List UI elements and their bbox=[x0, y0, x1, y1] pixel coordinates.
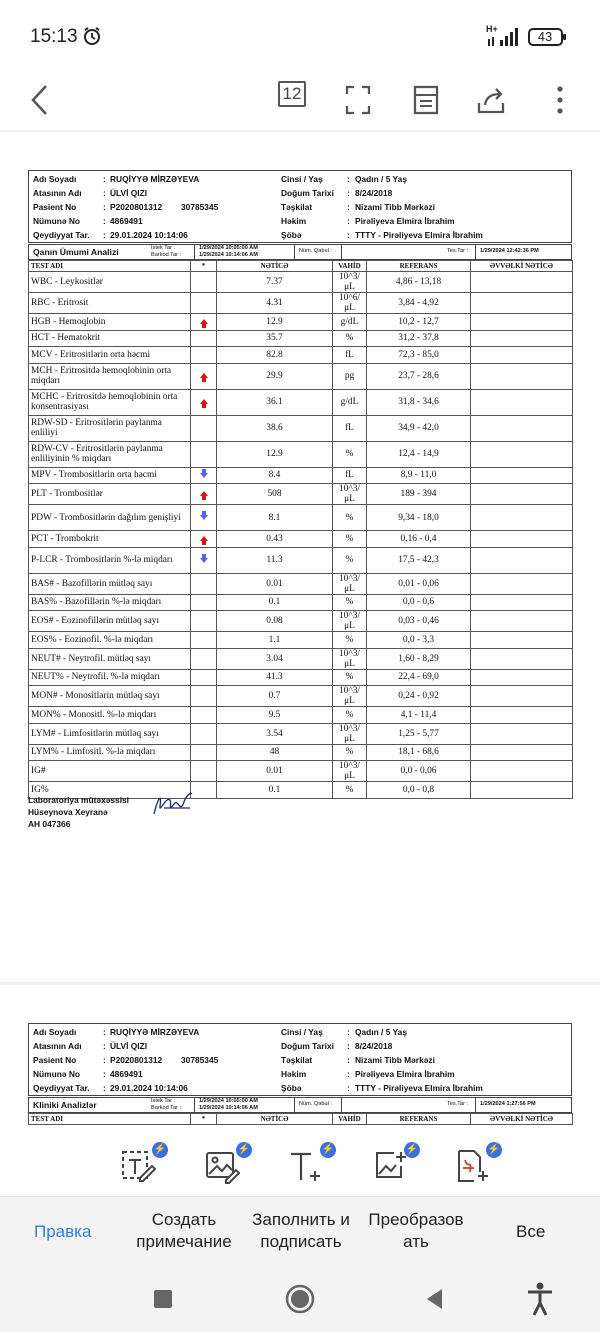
tab-label: примечание bbox=[136, 1232, 232, 1251]
table-row bbox=[29, 594, 573, 611]
result-value: 0.08 bbox=[217, 611, 333, 632]
unit-value: % bbox=[333, 330, 367, 347]
test-name: IG% bbox=[29, 782, 191, 799]
reference-range: 72,3 - 85,0 bbox=[367, 347, 471, 364]
tab-label: ать bbox=[403, 1232, 429, 1251]
birth-date: 8/24/2018 bbox=[355, 188, 393, 198]
unit-value: g/dL bbox=[333, 389, 367, 415]
previous-result bbox=[471, 707, 573, 724]
reference-range: 9,34 - 18,0 bbox=[367, 505, 471, 531]
test-name: LYM% - Limfositl. %-lə miqdarı bbox=[29, 744, 191, 761]
column-header: ƏVVƏLKİ NƏTİCƏ bbox=[471, 261, 573, 272]
result-value: 35.7 bbox=[217, 330, 333, 347]
patient-header bbox=[28, 170, 572, 243]
patient-header: Adı Soyadı : RUQİYYƏ MİRZƏYEVA Cinsi / Yaş : Qadın / 5 Yaş Atasının Adı : ÜLVİ QIZI Doğum Tarixi : 8/24/2018 Pasient No : P2020801312 30785345 Təşkilat : Nizami Tibb Mərkəzi Nümunə No : 4869491 Həkim : Pirəliyeva Elmira İbrahim Qeydiyyat Tar. : 29.01.2024 10:14:06 Şöbə : TTTY - Pirəliyeva Elmira İbrahim bbox=[28, 1023, 572, 1096]
patient-no: P2020801312 bbox=[110, 202, 163, 212]
reference-range: 4,86 - 13,18 bbox=[367, 272, 471, 293]
flag-cell bbox=[191, 547, 217, 573]
arrow-up-icon bbox=[200, 491, 208, 496]
header-label: Doğum Tarixi bbox=[281, 188, 334, 198]
previous-result bbox=[471, 648, 573, 669]
arrow-up-icon bbox=[200, 319, 208, 324]
unit-value: % bbox=[333, 707, 367, 724]
column-header: * bbox=[191, 261, 217, 272]
flag-cell bbox=[191, 505, 217, 531]
table-row bbox=[29, 573, 573, 594]
unit-value: 10^3/μL bbox=[333, 648, 367, 669]
table-row bbox=[29, 744, 573, 761]
header-row: Qeydiyyat Tar. : 29.01.2024 10:14:06 Şöbə : TTTY - Pirəliyeva Elmira İbrahim bbox=[33, 230, 483, 240]
unit-value: % bbox=[333, 632, 367, 649]
flag-cell bbox=[191, 415, 217, 441]
share-button[interactable] bbox=[470, 78, 514, 122]
barcode-date-label: Barkod Tar : bbox=[151, 252, 182, 258]
previous-result bbox=[471, 347, 573, 364]
add-image-tool[interactable] bbox=[370, 1142, 419, 1186]
registration-date: 29.01.2024 10:14:06 bbox=[110, 230, 188, 240]
reference-range: 0,0 - 0,06 bbox=[367, 761, 471, 782]
previous-result bbox=[471, 330, 573, 347]
previous-result bbox=[471, 531, 573, 548]
unit-value: % bbox=[333, 531, 367, 548]
previous-result bbox=[471, 484, 573, 505]
result-value: 7.37 bbox=[217, 272, 333, 293]
add-text-icon bbox=[288, 1148, 324, 1184]
analysis-info-bar bbox=[28, 244, 572, 260]
unit-value: % bbox=[333, 505, 367, 531]
previous-result bbox=[471, 761, 573, 782]
result-value: 38.6 bbox=[217, 415, 333, 441]
result-value: 3.04 bbox=[217, 648, 333, 669]
table-row bbox=[29, 547, 573, 573]
unit-value: 10^3/μL bbox=[333, 723, 367, 744]
table-row bbox=[29, 272, 573, 293]
unit-value: fL bbox=[333, 347, 367, 364]
previous-result bbox=[471, 272, 573, 293]
tab-label: Заполнить и bbox=[252, 1210, 350, 1229]
result-value: 8.1 bbox=[217, 505, 333, 531]
fill-and-sign-tab[interactable] bbox=[244, 1209, 358, 1253]
test-name: MCV - Eritrositlərin orta həcmi bbox=[29, 347, 191, 364]
convert-tab[interactable] bbox=[360, 1209, 472, 1253]
status-time: 15:13 bbox=[30, 26, 78, 47]
document-view-icon bbox=[413, 85, 439, 115]
header-row: Pasient No : P2020801312 30785345 Təşkilat : Nizami Tibb Mərkəzi bbox=[33, 202, 435, 212]
reference-range: 0,03 - 0,46 bbox=[367, 611, 471, 632]
flag-cell bbox=[191, 594, 217, 611]
result-value: 508 bbox=[217, 484, 333, 505]
unit-value: 10^3/μL bbox=[333, 611, 367, 632]
all-tools-tab[interactable]: Все bbox=[516, 1222, 546, 1241]
result-value: 11.3 bbox=[217, 547, 333, 573]
test-name: BAS# - Bazofillərin mütləq sayı bbox=[29, 573, 191, 594]
result-value: 36.1 bbox=[217, 389, 333, 415]
header-label: Təşkilat bbox=[281, 202, 313, 212]
column-header: TEST ADI bbox=[29, 261, 191, 272]
test-date: 1/29/2024 12:42:36 PM bbox=[480, 248, 539, 254]
premium-badge-icon: ⚡ bbox=[320, 1142, 336, 1158]
fullscreen-button[interactable] bbox=[336, 78, 380, 122]
result-value: 0.7 bbox=[217, 686, 333, 707]
flag-cell bbox=[191, 272, 217, 293]
organization: Nizami Tibb Mərkəzi bbox=[355, 202, 435, 212]
alarm-icon bbox=[82, 26, 102, 46]
test-name: NEUT# - Neytrofil. mütləq sayı bbox=[29, 648, 191, 669]
reference-range: 0,01 - 0,06 bbox=[367, 573, 471, 594]
results-table bbox=[28, 260, 573, 799]
reference-range: 3,84 - 4,92 bbox=[367, 293, 471, 314]
previous-result bbox=[471, 744, 573, 761]
unit-value: 10^3/μL bbox=[333, 686, 367, 707]
results-table-page-2 bbox=[28, 1113, 573, 1125]
result-value: 0.1 bbox=[217, 594, 333, 611]
tab-label: Преобразов bbox=[368, 1210, 464, 1229]
analysis-title: Qanın Ümumi Analizi bbox=[33, 247, 119, 257]
table-row bbox=[29, 467, 573, 484]
test-name: HCT - Hematokrit bbox=[29, 330, 191, 347]
recents-icon[interactable] bbox=[152, 1288, 174, 1310]
test-name: RBC - Eritrosit bbox=[29, 293, 191, 314]
previous-result bbox=[471, 594, 573, 611]
reference-range: 12,4 - 14,9 bbox=[367, 441, 471, 467]
flag-cell bbox=[191, 707, 217, 724]
back-arrow-icon bbox=[29, 84, 51, 116]
more-options-button[interactable] bbox=[538, 78, 582, 122]
result-value: 82.8 bbox=[217, 347, 333, 364]
previous-result bbox=[471, 686, 573, 707]
previous-result bbox=[471, 632, 573, 649]
test-name: MON# - Monositlərin mütləq sayı bbox=[29, 686, 191, 707]
create-note-tab[interactable] bbox=[126, 1209, 242, 1253]
header-label: Qeydiyyat Tar. bbox=[33, 230, 90, 240]
reference-range: 31,8 - 34,6 bbox=[367, 389, 471, 415]
table-row bbox=[29, 611, 573, 632]
result-value: 12.9 bbox=[217, 314, 333, 331]
signature-name: Hüseynova Xeyranə bbox=[28, 807, 108, 817]
reference-range: 0,16 - 0,4 bbox=[367, 531, 471, 548]
result-value: 8.4 bbox=[217, 467, 333, 484]
flag-cell bbox=[191, 686, 217, 707]
unit-value: pg bbox=[333, 363, 367, 389]
header-label: Pasient No bbox=[33, 202, 77, 212]
test-name: LYM# - Limfositlərin mütləq sayı bbox=[29, 723, 191, 744]
unit-value: % bbox=[333, 547, 367, 573]
edit-tools-bar bbox=[0, 1130, 600, 1196]
status-bar bbox=[0, 0, 600, 72]
reference-range: 0,0 - 0,6 bbox=[367, 594, 471, 611]
result-value: 0.1 bbox=[217, 782, 333, 799]
table-header-row bbox=[29, 261, 573, 272]
test-name: WBC - Leykositlər bbox=[29, 272, 191, 293]
previous-result bbox=[471, 467, 573, 484]
reference-range: 18,1 - 68,6 bbox=[367, 744, 471, 761]
home-icon[interactable] bbox=[284, 1283, 316, 1315]
reference-range: 22,4 - 69,0 bbox=[367, 669, 471, 686]
previous-result bbox=[471, 314, 573, 331]
reference-range: 23,7 - 28,6 bbox=[367, 363, 471, 389]
flag-cell bbox=[191, 611, 217, 632]
previous-result bbox=[471, 611, 573, 632]
table-row bbox=[29, 648, 573, 669]
test-name: MCHC - Eritrositdə hemoqlobinin orta konsentrasiyası bbox=[29, 389, 191, 415]
table-row bbox=[29, 723, 573, 744]
flag-cell bbox=[191, 484, 217, 505]
header-label: Atasının Adı bbox=[33, 188, 82, 198]
page-count-button[interactable]: 12 bbox=[278, 81, 306, 107]
table-row bbox=[29, 761, 573, 782]
unit-value: fL bbox=[333, 415, 367, 441]
test-name: PDW - Trombositlərin dağılım genişliyi bbox=[29, 505, 191, 531]
share-icon bbox=[476, 85, 508, 115]
result-value: 29.9 bbox=[217, 363, 333, 389]
result-value: 12.9 bbox=[217, 441, 333, 467]
unit-value: 10^3/μL bbox=[333, 761, 367, 782]
table-row bbox=[29, 293, 573, 314]
flag-cell bbox=[191, 573, 217, 594]
father-name: ÜLVİ QIZI bbox=[110, 188, 148, 198]
header-row: Nümunə No : 4869491 Həkim : Pirəliyeva Elmira İbrahim bbox=[33, 216, 455, 226]
test-name: HGB - Hemoqlobin bbox=[29, 314, 191, 331]
request-date: 1/29/2024 10:05:00 AM bbox=[199, 245, 258, 251]
table-row bbox=[29, 484, 573, 505]
arrow-up-icon bbox=[200, 399, 208, 404]
doctor: Pirəliyeva Elmira İbrahim bbox=[355, 216, 455, 226]
fullscreen-icon bbox=[345, 85, 371, 115]
premium-badge-icon: ⚡ bbox=[152, 1142, 168, 1158]
sample-no: 4869491 bbox=[110, 216, 143, 226]
arrow-up-icon bbox=[200, 536, 208, 541]
reference-range: 34,9 - 42,0 bbox=[367, 415, 471, 441]
table-header-row: TEST ADI * NƏTİCƏ VAHİD REFERANS ƏVVƏLKİ NƏTİCƏ bbox=[29, 1114, 573, 1125]
header-label: Adı Soyadı bbox=[33, 174, 77, 184]
result-value: 4.31 bbox=[217, 293, 333, 314]
flag-cell bbox=[191, 723, 217, 744]
result-value: 0.43 bbox=[217, 531, 333, 548]
document-page-1 bbox=[0, 132, 600, 982]
patient-no-extra: 30785345 bbox=[181, 202, 219, 212]
header-label: Şöbə bbox=[281, 230, 302, 240]
test-name: IG# bbox=[29, 761, 191, 782]
handwritten-signature bbox=[150, 788, 196, 822]
arrow-down-icon bbox=[200, 554, 208, 564]
previous-result bbox=[471, 363, 573, 389]
reference-range: 10,2 - 12,7 bbox=[367, 314, 471, 331]
unit-value: 10^3/μL bbox=[333, 573, 367, 594]
signature-code: AH 047366 bbox=[28, 819, 71, 829]
more-vertical-icon bbox=[556, 85, 564, 115]
arrow-up-icon bbox=[200, 373, 208, 378]
patient-name: RUQİYYƏ MİRZƏYEVA bbox=[110, 174, 200, 184]
test-name: PCT - Trombokrit bbox=[29, 531, 191, 548]
flag-cell bbox=[191, 744, 217, 761]
gender-age: Qadın / 5 Yaş bbox=[355, 174, 407, 184]
unit-value: 10^3/μL bbox=[333, 272, 367, 293]
header-row: Adı Soyadı : RUQİYYƏ MİRZƏYEVA Cinsi / Yaş : Qadın / 5 Yaş bbox=[33, 174, 407, 184]
flag-cell bbox=[191, 632, 217, 649]
analysis-title: Kliniki Analizlər bbox=[33, 1100, 97, 1110]
test-name: BAS% - Bazofillərin %-lə miqdarı bbox=[29, 594, 191, 611]
test-name: EOS# - Eozinofillərin mütləq sayı bbox=[29, 611, 191, 632]
reading-mode-button[interactable] bbox=[404, 78, 448, 122]
previous-result bbox=[471, 782, 573, 799]
test-name: RDW-CV - Eritrositlərin paylanma enliliyinin % miqdarı bbox=[29, 441, 191, 467]
header-label: Cinsi / Yaş bbox=[281, 174, 323, 184]
flag-cell bbox=[191, 363, 217, 389]
unit-value: % bbox=[333, 594, 367, 611]
flag-cell bbox=[191, 347, 217, 364]
add-image-icon bbox=[372, 1148, 408, 1184]
header-label: Nümunə No bbox=[33, 216, 80, 226]
flag-cell bbox=[191, 531, 217, 548]
table-row bbox=[29, 632, 573, 649]
test-date-label: Tes.Tar : bbox=[447, 248, 469, 254]
edit-tab[interactable]: Правка bbox=[34, 1222, 92, 1241]
num-qebul-label: Nüm. Qəbul : bbox=[299, 248, 332, 254]
analysis-info-bar: Kliniki Analizlər İstek Tar : Barkod Tar : 1/29/2024 10:05:00 AM 1/29/2024 10:14:06 AM Nüm. Qəbul : Tes.Tar : 1/29/2024 1:27:56 PM bbox=[28, 1097, 572, 1113]
flag-cell bbox=[191, 389, 217, 415]
table-row bbox=[29, 531, 573, 548]
reference-range: 4,1 - 11,4 bbox=[367, 707, 471, 724]
result-value: 0.01 bbox=[217, 761, 333, 782]
table-row bbox=[29, 330, 573, 347]
previous-result bbox=[471, 723, 573, 744]
tab-label: подписать bbox=[260, 1232, 342, 1251]
unit-value: % bbox=[333, 744, 367, 761]
flag-cell bbox=[191, 293, 217, 314]
column-header: REFERANS bbox=[367, 261, 471, 272]
table-row bbox=[29, 314, 573, 331]
previous-result bbox=[471, 669, 573, 686]
table-row bbox=[29, 363, 573, 389]
result-value: 0.01 bbox=[217, 573, 333, 594]
header-label: Həkim bbox=[281, 216, 307, 226]
test-name: P-LCR - Trombositlərin %-lə miqdarı bbox=[29, 547, 191, 573]
convert-pdf-tool[interactable] bbox=[452, 1142, 501, 1186]
document-viewer[interactable] bbox=[0, 130, 600, 1196]
edit-image-icon bbox=[204, 1148, 240, 1184]
table-row bbox=[29, 389, 573, 415]
table-row bbox=[29, 441, 573, 467]
lab-specialist-signature-block bbox=[28, 794, 129, 830]
request-date-label: İstek Tar : bbox=[151, 245, 176, 251]
test-name: EOS% - Eozinofil. %-lə miqdarı bbox=[29, 632, 191, 649]
result-value: 3.54 bbox=[217, 723, 333, 744]
result-value: 41.3 bbox=[217, 669, 333, 686]
table-row bbox=[29, 669, 573, 686]
flag-cell bbox=[191, 467, 217, 484]
table-row bbox=[29, 347, 573, 364]
arrow-down-icon bbox=[200, 469, 208, 479]
signature-title: Laboratoriya mütəxəssisi bbox=[28, 795, 130, 805]
signal-icon bbox=[486, 26, 522, 48]
header-row: Atasının Adı : ÜLVİ QIZI Doğum Tarixi : 8/24/2018 bbox=[33, 188, 393, 198]
unit-value: % bbox=[333, 782, 367, 799]
previous-result bbox=[471, 415, 573, 441]
flag-cell bbox=[191, 761, 217, 782]
convert-pdf-icon bbox=[454, 1148, 490, 1184]
reference-range: 17,5 - 42,3 bbox=[367, 547, 471, 573]
result-value: 48 bbox=[217, 744, 333, 761]
previous-result bbox=[471, 389, 573, 415]
reference-range: 1,60 - 8,29 bbox=[367, 648, 471, 669]
previous-result bbox=[471, 293, 573, 314]
system-nav-bar bbox=[0, 1266, 600, 1332]
premium-badge-icon: ⚡ bbox=[236, 1142, 252, 1158]
unit-value: % bbox=[333, 441, 367, 467]
test-name: PLT - Trombositlər bbox=[29, 484, 191, 505]
unit-value: % bbox=[333, 669, 367, 686]
premium-badge-icon: ⚡ bbox=[486, 1142, 502, 1158]
arrow-down-icon bbox=[200, 511, 208, 521]
department: TTTY - Pirəliyeva Elmira İbrahim bbox=[355, 230, 483, 240]
edit-image-tool[interactable] bbox=[202, 1142, 251, 1186]
flag-cell bbox=[191, 669, 217, 686]
edit-text-icon bbox=[120, 1148, 156, 1184]
test-name: MON% - Monositl. %-lə miqdarı bbox=[29, 707, 191, 724]
result-value: 1.1 bbox=[217, 632, 333, 649]
network-type: H+ bbox=[486, 24, 498, 34]
flag-cell bbox=[191, 441, 217, 467]
barcode-date: 1/29/2024 10:14:06 AM bbox=[199, 252, 258, 258]
table-row bbox=[29, 707, 573, 724]
unit-value: 10^3/μL bbox=[333, 484, 367, 505]
reference-range: 31,2 - 37,8 bbox=[367, 330, 471, 347]
test-name: MPV - Trombositlərin orta həcmi bbox=[29, 467, 191, 484]
previous-result bbox=[471, 573, 573, 594]
back-button[interactable] bbox=[18, 78, 62, 122]
flag-cell bbox=[191, 314, 217, 331]
reference-range: 8,9 - 11,0 bbox=[367, 467, 471, 484]
result-value: 9.5 bbox=[217, 707, 333, 724]
previous-result bbox=[471, 441, 573, 467]
bottom-action-bar bbox=[0, 1196, 600, 1266]
test-name: MCH - Eritrositdə hemoqlobinin orta miqdarı bbox=[29, 363, 191, 389]
table-row bbox=[29, 686, 573, 707]
premium-badge-icon: ⚡ bbox=[404, 1142, 420, 1158]
unit-value: 10^6/μL bbox=[333, 293, 367, 314]
table-row bbox=[29, 415, 573, 441]
reference-range: 0,24 - 0,92 bbox=[367, 686, 471, 707]
previous-result bbox=[471, 505, 573, 531]
test-name: RDW-SD - Eritrositlərin paylanma enliliyi bbox=[29, 415, 191, 441]
column-header: VAHİD bbox=[333, 261, 367, 272]
add-text-tool[interactable] bbox=[286, 1142, 335, 1186]
test-name: NEUT% - Neytrofil. %-lə miqdarı bbox=[29, 669, 191, 686]
accessibility-icon[interactable] bbox=[526, 1281, 554, 1317]
unit-value: fL bbox=[333, 467, 367, 484]
unit-value: g/dL bbox=[333, 314, 367, 331]
edit-text-tool[interactable] bbox=[118, 1142, 167, 1186]
back-nav-icon[interactable] bbox=[424, 1287, 444, 1311]
reference-range: 189 - 394 bbox=[367, 484, 471, 505]
reference-range: 1,25 - 5,77 bbox=[367, 723, 471, 744]
reference-range: 0,0 - 0,8 bbox=[367, 782, 471, 799]
column-header: NƏTİCƏ bbox=[217, 261, 333, 272]
reference-range: 0,0 - 3,3 bbox=[367, 632, 471, 649]
tab-label: Создать bbox=[151, 1210, 217, 1229]
table-row bbox=[29, 505, 573, 531]
battery-level: 43 bbox=[537, 29, 553, 44]
flag-cell bbox=[191, 648, 217, 669]
flag-cell bbox=[191, 330, 217, 347]
previous-result bbox=[471, 547, 573, 573]
